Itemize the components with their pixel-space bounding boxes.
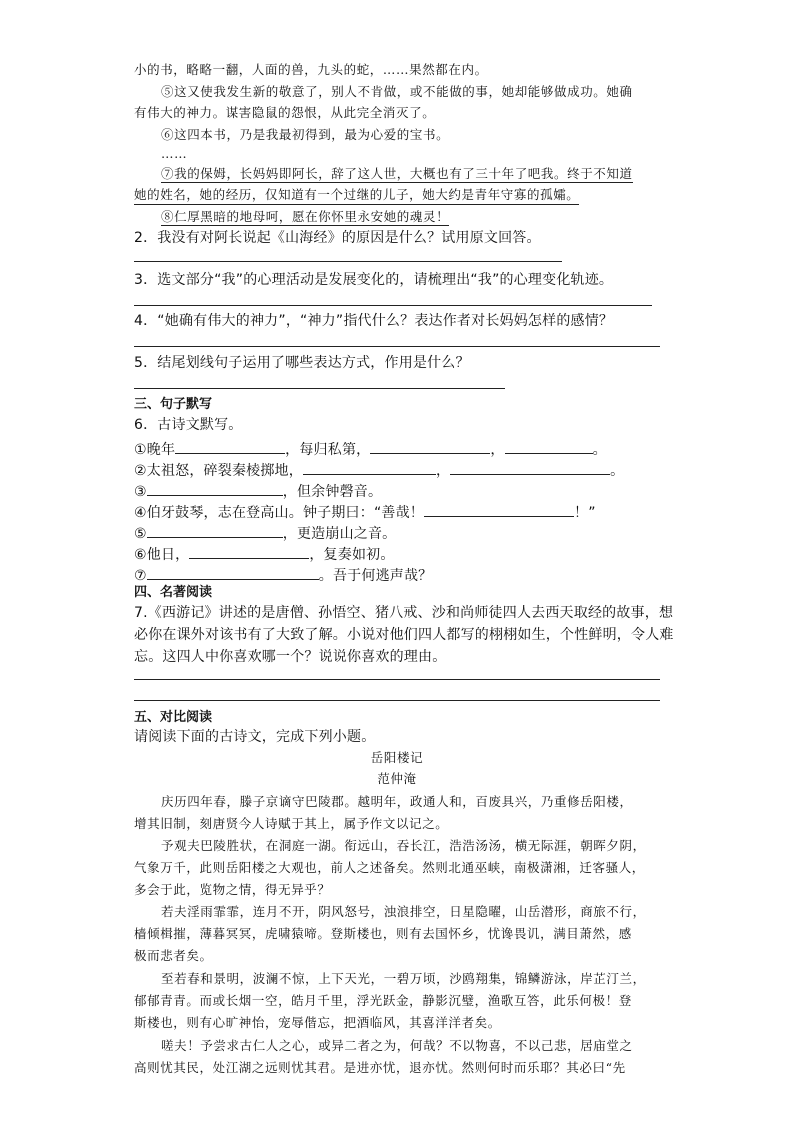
recitation-text: 。吾于何逃声哉？ bbox=[318, 568, 433, 584]
fill-blank[interactable] bbox=[505, 440, 593, 454]
fill-blank[interactable] bbox=[303, 461, 436, 475]
fill-blank[interactable] bbox=[147, 482, 283, 496]
text-paragraph: 若夫淫雨霏霏，连月不开，阴风怒号，浊浪排空，日星隐曜，山岳潜形，商旅不行， bbox=[161, 904, 646, 919]
recitation-text: ，复奏如初。 bbox=[309, 547, 395, 563]
recitation-text: ⑤ bbox=[134, 526, 147, 542]
question-7-line: 忘。这四人中你喜欢哪一个？说说你喜欢的理由。 bbox=[134, 649, 447, 665]
text-line: 樯倾楫摧，薄暮冥冥，虎啸猿啼。登斯楼也，则有去国怀乡，忧谗畏讥，满目萧然，感 bbox=[134, 926, 632, 941]
recitation-text: ③ bbox=[134, 484, 147, 500]
recitation-text: ，但余钟磬音。 bbox=[282, 484, 383, 500]
recitation-line-4 bbox=[134, 503, 596, 520]
section-heading: 五、对比阅读 bbox=[134, 710, 213, 725]
recitation-line-7 bbox=[134, 566, 432, 583]
section-heading: 三、句子默写 bbox=[134, 397, 213, 412]
text-line: 增其旧制，刻唐贤今人诗赋于其上，属予作文以记之。 bbox=[134, 816, 449, 831]
passage-line: 小的书，略略一翻，人面的兽，九头的蛇，……果然都在内。 bbox=[134, 62, 488, 77]
answer-line[interactable] bbox=[134, 346, 660, 347]
question-2: 2．我没有对阿长说起《山海经》的原因是什么？试用原文回答。 bbox=[134, 230, 541, 246]
answer-line[interactable] bbox=[134, 700, 660, 701]
question-3: 3．选文部分“我”的心理活动是发展变化的，请梳理出“我”的心理变化轨迹。 bbox=[134, 272, 614, 288]
text-line: 郁郁青青。而或长烟一空，皓月千里，浮光跃金，静影沉璧，渔歌互答，此乐何极！登 bbox=[134, 993, 632, 1008]
section-heading: 四、名著阅读 bbox=[134, 585, 213, 600]
recitation-text: ，更造崩山之音。 bbox=[282, 526, 397, 542]
passage-line: 有伟大的神力。谋害隐鼠的怨恨，从此完全消灭了。 bbox=[134, 105, 436, 120]
recitation-text: ，每归私第， bbox=[285, 442, 371, 458]
recitation-line-1 bbox=[134, 440, 607, 457]
passage-paragraph-7 bbox=[161, 168, 633, 181]
poem-author: 范仲淹 bbox=[377, 771, 417, 786]
recitation-text: ④伯牙鼓琴，志在登高山。钟子期曰：“善哉！ bbox=[134, 505, 425, 521]
fill-blank[interactable] bbox=[424, 503, 574, 517]
ellipsis: …… bbox=[161, 146, 188, 161]
recitation-line-2 bbox=[134, 461, 624, 478]
recitation-text: ②太祖怒，碎裂秦棱掷地， bbox=[134, 463, 303, 479]
question-7: 7.《西游记》讲述的是唐僧、孙悟空、猪八戒、沙和尚师徒四人去西天取经的故事，想 bbox=[134, 605, 674, 621]
recitation-line-3 bbox=[134, 482, 382, 499]
question-4: 4．“她确有伟大的神力”，“神力”指代什么？表达作者对长妈妈怎样的感情？ bbox=[134, 313, 614, 329]
question-6: 6．古诗文默写。 bbox=[134, 417, 243, 433]
question-7-line: 必你在课外对该书有了大致了解。小说对他们四人都写的栩栩如生，个性鲜明，令人难 bbox=[134, 627, 674, 643]
passage-line bbox=[134, 189, 579, 202]
text-paragraph: 至若春和景明，波澜不惊，上下天光，一碧万顷，沙鸥翔集，锦鳞游泳，岸芷汀兰， bbox=[161, 971, 646, 986]
recitation-text: ， bbox=[490, 442, 505, 458]
fill-blank[interactable] bbox=[175, 440, 285, 454]
poem-title: 岳阳楼记 bbox=[370, 750, 424, 765]
recitation-line-5 bbox=[134, 524, 396, 541]
underlined-text: 她的姓名，她的经历，仅知道有一个过继的儿子，她大约是青年守寡的孤孀。 bbox=[134, 187, 579, 205]
recitation-text: ⑥他日， bbox=[134, 547, 190, 563]
answer-line[interactable] bbox=[134, 679, 660, 680]
fill-blank[interactable] bbox=[147, 524, 283, 538]
fill-blank[interactable] bbox=[450, 461, 610, 475]
text-paragraph: 予观夫巴陵胜状，在洞庭一湖。衔远山，吞长江，浩浩汤汤，横无际涯，朝晖夕阴， bbox=[161, 838, 646, 853]
answer-line[interactable] bbox=[134, 305, 652, 306]
fill-blank[interactable] bbox=[147, 566, 319, 580]
recitation-text: ！” bbox=[574, 505, 596, 521]
text-paragraph: 庆历四年春，滕子京谪守巴陵郡。越明年，政通人和，百废具兴，乃重修岳阳楼， bbox=[161, 794, 633, 809]
underlined-text: ⑧仁厚黑暗的地母呵，愿在你怀里永安她的魂灵！ bbox=[161, 209, 450, 224]
text-line: 斯楼也，则有心旷神怡，宠辱偕忘，把酒临风，其喜洋洋者矣。 bbox=[134, 1015, 501, 1030]
passage-paragraph-5: ⑤这又使我发生新的敬意了，别人不肯做，或不能做的事，她却能够做成功。她确 bbox=[161, 84, 633, 99]
text-line: 多会于此，览物之情，得无异乎？ bbox=[134, 882, 331, 897]
passage-paragraph-8 bbox=[161, 211, 449, 224]
recitation-text: ⑦ bbox=[134, 568, 147, 584]
passage-paragraph-6: ⑥这四本书，乃是我最初得到，最为心爱的宝书。 bbox=[161, 127, 450, 142]
underlined-text: ⑦我的保姆，长妈妈即阿长，辞了这人世，大概也有了三十年了吧我。终于不知道 bbox=[161, 166, 633, 181]
recitation-text: ， bbox=[435, 463, 451, 479]
recitation-line-6 bbox=[134, 545, 395, 562]
question-5: 5．结尾划线句子运用了哪些表达方式，作用是什么？ bbox=[134, 355, 470, 371]
answer-line[interactable] bbox=[134, 388, 505, 389]
fill-blank[interactable] bbox=[370, 440, 490, 454]
text-line: 高则忧其民，处江湖之远则忧其君。是进亦忧，退亦忧。然则何时而乐耶？其必曰“先 bbox=[134, 1060, 626, 1075]
fill-blank[interactable] bbox=[189, 545, 309, 559]
text-line: 极而悲者矣。 bbox=[134, 948, 213, 963]
text-paragraph: 嗟夫！予尝求古仁人之心，或异二者之为，何哉？不以物喜，不以己悲，居庙堂之 bbox=[161, 1038, 633, 1053]
recitation-text: 。 bbox=[610, 463, 625, 479]
answer-line[interactable] bbox=[134, 261, 562, 262]
text-line: 气象万千，此则岳阳楼之大观也，前人之述备矣。然则北通巫峡，南极潇湘，迁客骚人， bbox=[134, 860, 645, 875]
recitation-text: ①晚年 bbox=[134, 442, 176, 458]
recitation-text: 。 bbox=[592, 442, 607, 458]
section-instruction: 请阅读下面的古诗文，完成下列小题。 bbox=[134, 729, 376, 745]
